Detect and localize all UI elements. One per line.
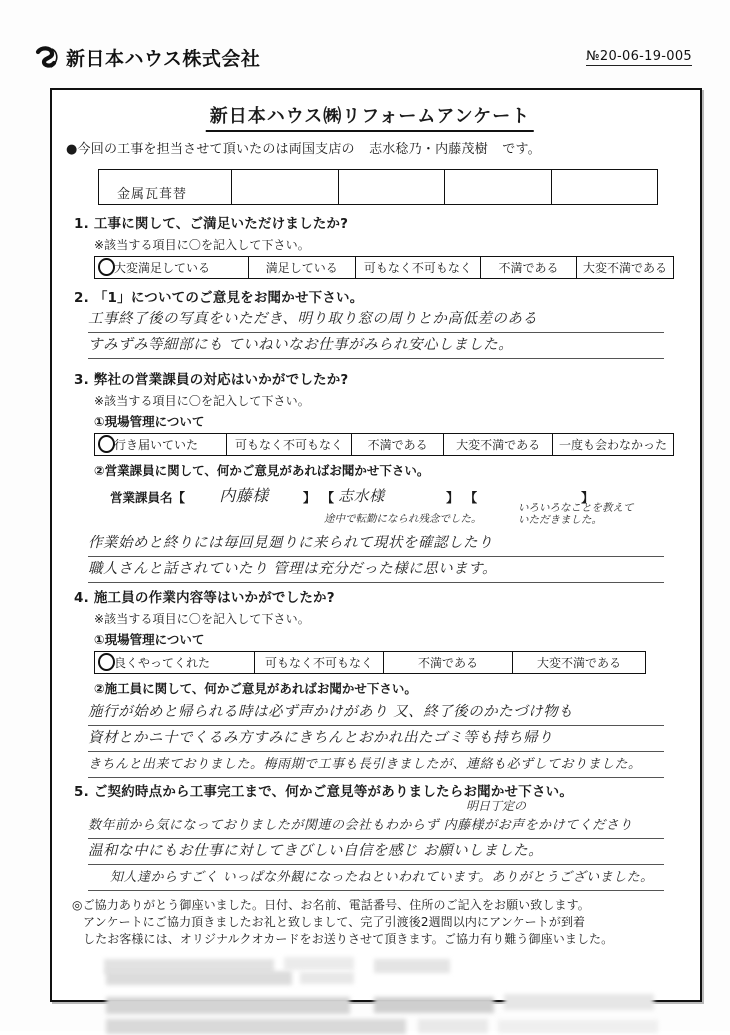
question-4-options bbox=[94, 651, 646, 674]
work-cell-3 bbox=[445, 169, 552, 204]
redacted-personal-info bbox=[88, 957, 658, 1035]
name-field-2[interactable]: 志水様 bbox=[338, 486, 385, 505]
option[interactable]: 一度も会わなかった bbox=[552, 433, 673, 455]
subtitle-prefix: ●今回の工事を担当させて頂いたのは両国支店の bbox=[66, 142, 355, 157]
option-selected[interactable]: 良くやってくれた bbox=[95, 651, 255, 673]
table-row bbox=[95, 433, 674, 455]
branch-staff-line bbox=[66, 142, 674, 158]
option[interactable]: 可もなく不可もなく bbox=[255, 651, 384, 673]
circle-mark-icon bbox=[98, 435, 115, 453]
question-1-options bbox=[94, 256, 674, 279]
document-header bbox=[0, 44, 730, 84]
footer-line-1: ◎ご協力ありがとう御座いました。日付、お名前、電話番号、住所のご記入をお願い致します。 bbox=[72, 897, 590, 912]
question-3-heading: 3. 弊社の営業課員の対応はいかがでしたか? bbox=[74, 371, 349, 388]
question-4-sub2: ②施工員に関して、何かご意見があればお聞かせ下さい。 bbox=[94, 680, 417, 696]
sales-staff-name-row: 営業課員名 【 内藤様 】 【 志水様 】 【 】 bbox=[110, 483, 674, 506]
table-row bbox=[95, 256, 674, 278]
staff-names: 志水稔乃・内藤茂樹 bbox=[369, 142, 488, 157]
work-type-table bbox=[98, 169, 658, 205]
annotation-q5-top: 明日丁定の bbox=[466, 798, 527, 813]
handwritten-line: 職人さんと話されていたり 管理は充分だった様に思います。 bbox=[88, 557, 664, 583]
annotation-transfer: 途中で転勤になられ残念でした。 bbox=[324, 512, 482, 525]
question-3-sub1: ①現場管理について bbox=[94, 413, 205, 429]
option[interactable]: 大変不満である bbox=[513, 651, 646, 673]
handwritten-line: きちんと出来ておりました。梅雨期で工事も長引きましたが、連絡も必ずしておりました。 bbox=[88, 752, 664, 778]
document-number: №20-06-19-005 bbox=[586, 49, 692, 64]
option-selected[interactable]: 大変満足している bbox=[95, 256, 249, 278]
table-row bbox=[95, 651, 646, 673]
work-cell-1 bbox=[232, 169, 339, 204]
question-2-answer bbox=[88, 307, 664, 359]
page-title: 新日本ハウス㈱リフォームアンケート bbox=[206, 102, 534, 132]
name-field-1[interactable]: 内藤様 bbox=[219, 485, 269, 505]
footer-line-2: アンケートにご協力頂きましたお礼と致しまして、完了引渡後2週間以内にアンケートが到着 bbox=[83, 914, 586, 929]
swoosh-logo-icon bbox=[35, 45, 61, 71]
question-5-answer bbox=[88, 813, 664, 891]
option[interactable]: 不満である bbox=[481, 256, 577, 278]
question-4-heading: 4. 施工員の作業内容等はいかがでしたか? bbox=[74, 589, 335, 606]
footer-line-3: したお客様には、オリジナルクオカードをお送りさせて頂きます。ご協力有り難う御座いました。 bbox=[83, 932, 614, 947]
question-4-answer bbox=[88, 700, 664, 778]
handwritten-line: 数年前から気になっておりましたが関連の会社もわからず 内藤様がお声をかけてくださり bbox=[88, 813, 664, 839]
option[interactable]: 満足している bbox=[248, 256, 355, 278]
question-5-heading: 5. ご契約時点から工事完工まで、何かご意見等がありましたらお聞かせ下さい。 bbox=[74, 783, 574, 800]
circle-mark-icon bbox=[98, 653, 115, 671]
question-4-note: ※該当する項目に〇を記入して下さい。 bbox=[94, 611, 310, 626]
work-cell-4 bbox=[551, 169, 658, 204]
question-3-sub2: ②営業課員に関して、何かご意見があればお聞かせ下さい。 bbox=[94, 462, 430, 478]
question-1-note: ※該当する項目に〇を記入して下さい。 bbox=[94, 237, 310, 252]
company-logo bbox=[35, 44, 260, 71]
question-3-options bbox=[94, 433, 674, 456]
question-4-sub1: ①現場管理について bbox=[94, 631, 205, 647]
annotation-thanks: いろいろなことを教えて いただきました。 bbox=[518, 501, 634, 526]
question-3-note: ※該当する項目に〇を記入して下さい。 bbox=[94, 393, 310, 408]
form-frame bbox=[50, 88, 702, 1002]
handwritten-line: すみずみ等細部にも ていねいなお仕事がみられ安心しました。 bbox=[88, 333, 664, 359]
question-3-answer bbox=[88, 531, 664, 583]
question-2-heading: 2. 「1」についてのご意見をお聞かせ下さい。 bbox=[74, 289, 364, 306]
handwritten-line: 資材とかニ十でくるみ方すみにきちんとおかれ出たゴミ等も持ち帰り bbox=[88, 726, 664, 752]
handwritten-line: 知人達からすごく いっぱな外観になったねといわれています。ありがとうございました。 bbox=[88, 865, 664, 891]
thanks-footer bbox=[72, 897, 674, 949]
option[interactable]: 大変不満である bbox=[576, 256, 673, 278]
handwritten-line: 工事終了後の写真をいただき、明り取り窓の周りとか高低差のある bbox=[88, 307, 664, 333]
subtitle-suffix: です。 bbox=[502, 142, 541, 157]
circle-mark-icon bbox=[98, 258, 115, 276]
option[interactable]: 可もなく不可もなく bbox=[355, 256, 481, 278]
work-cell-0: 金属瓦葺替 bbox=[99, 169, 232, 204]
option[interactable]: 不満である bbox=[384, 651, 513, 673]
question-1-heading: 1. 工事に関して、ご満足いただけましたか? bbox=[74, 215, 349, 232]
handwritten-line: 温和な中にもお仕事に対してきびしい自信を感じ お願いしました。 bbox=[88, 839, 664, 865]
option-selected[interactable]: 行き届いていた bbox=[95, 433, 227, 455]
company-name: 新日本ハウス株式会社 bbox=[66, 48, 261, 70]
work-cell-2 bbox=[338, 169, 445, 204]
option[interactable]: 可もなく不可もなく bbox=[227, 433, 352, 455]
table-row bbox=[99, 169, 658, 204]
handwritten-line: 作業始めと終りには毎回見廻りに来られて現状を確認したり bbox=[88, 531, 664, 557]
handwritten-line: 施行が始めと帰られる時は必ず声かけがあり 又、終了後のかたづけ物も bbox=[88, 700, 664, 726]
option[interactable]: 大変不満である bbox=[444, 433, 553, 455]
option[interactable]: 不満である bbox=[351, 433, 444, 455]
name-label: 営業課員名 bbox=[110, 489, 173, 505]
